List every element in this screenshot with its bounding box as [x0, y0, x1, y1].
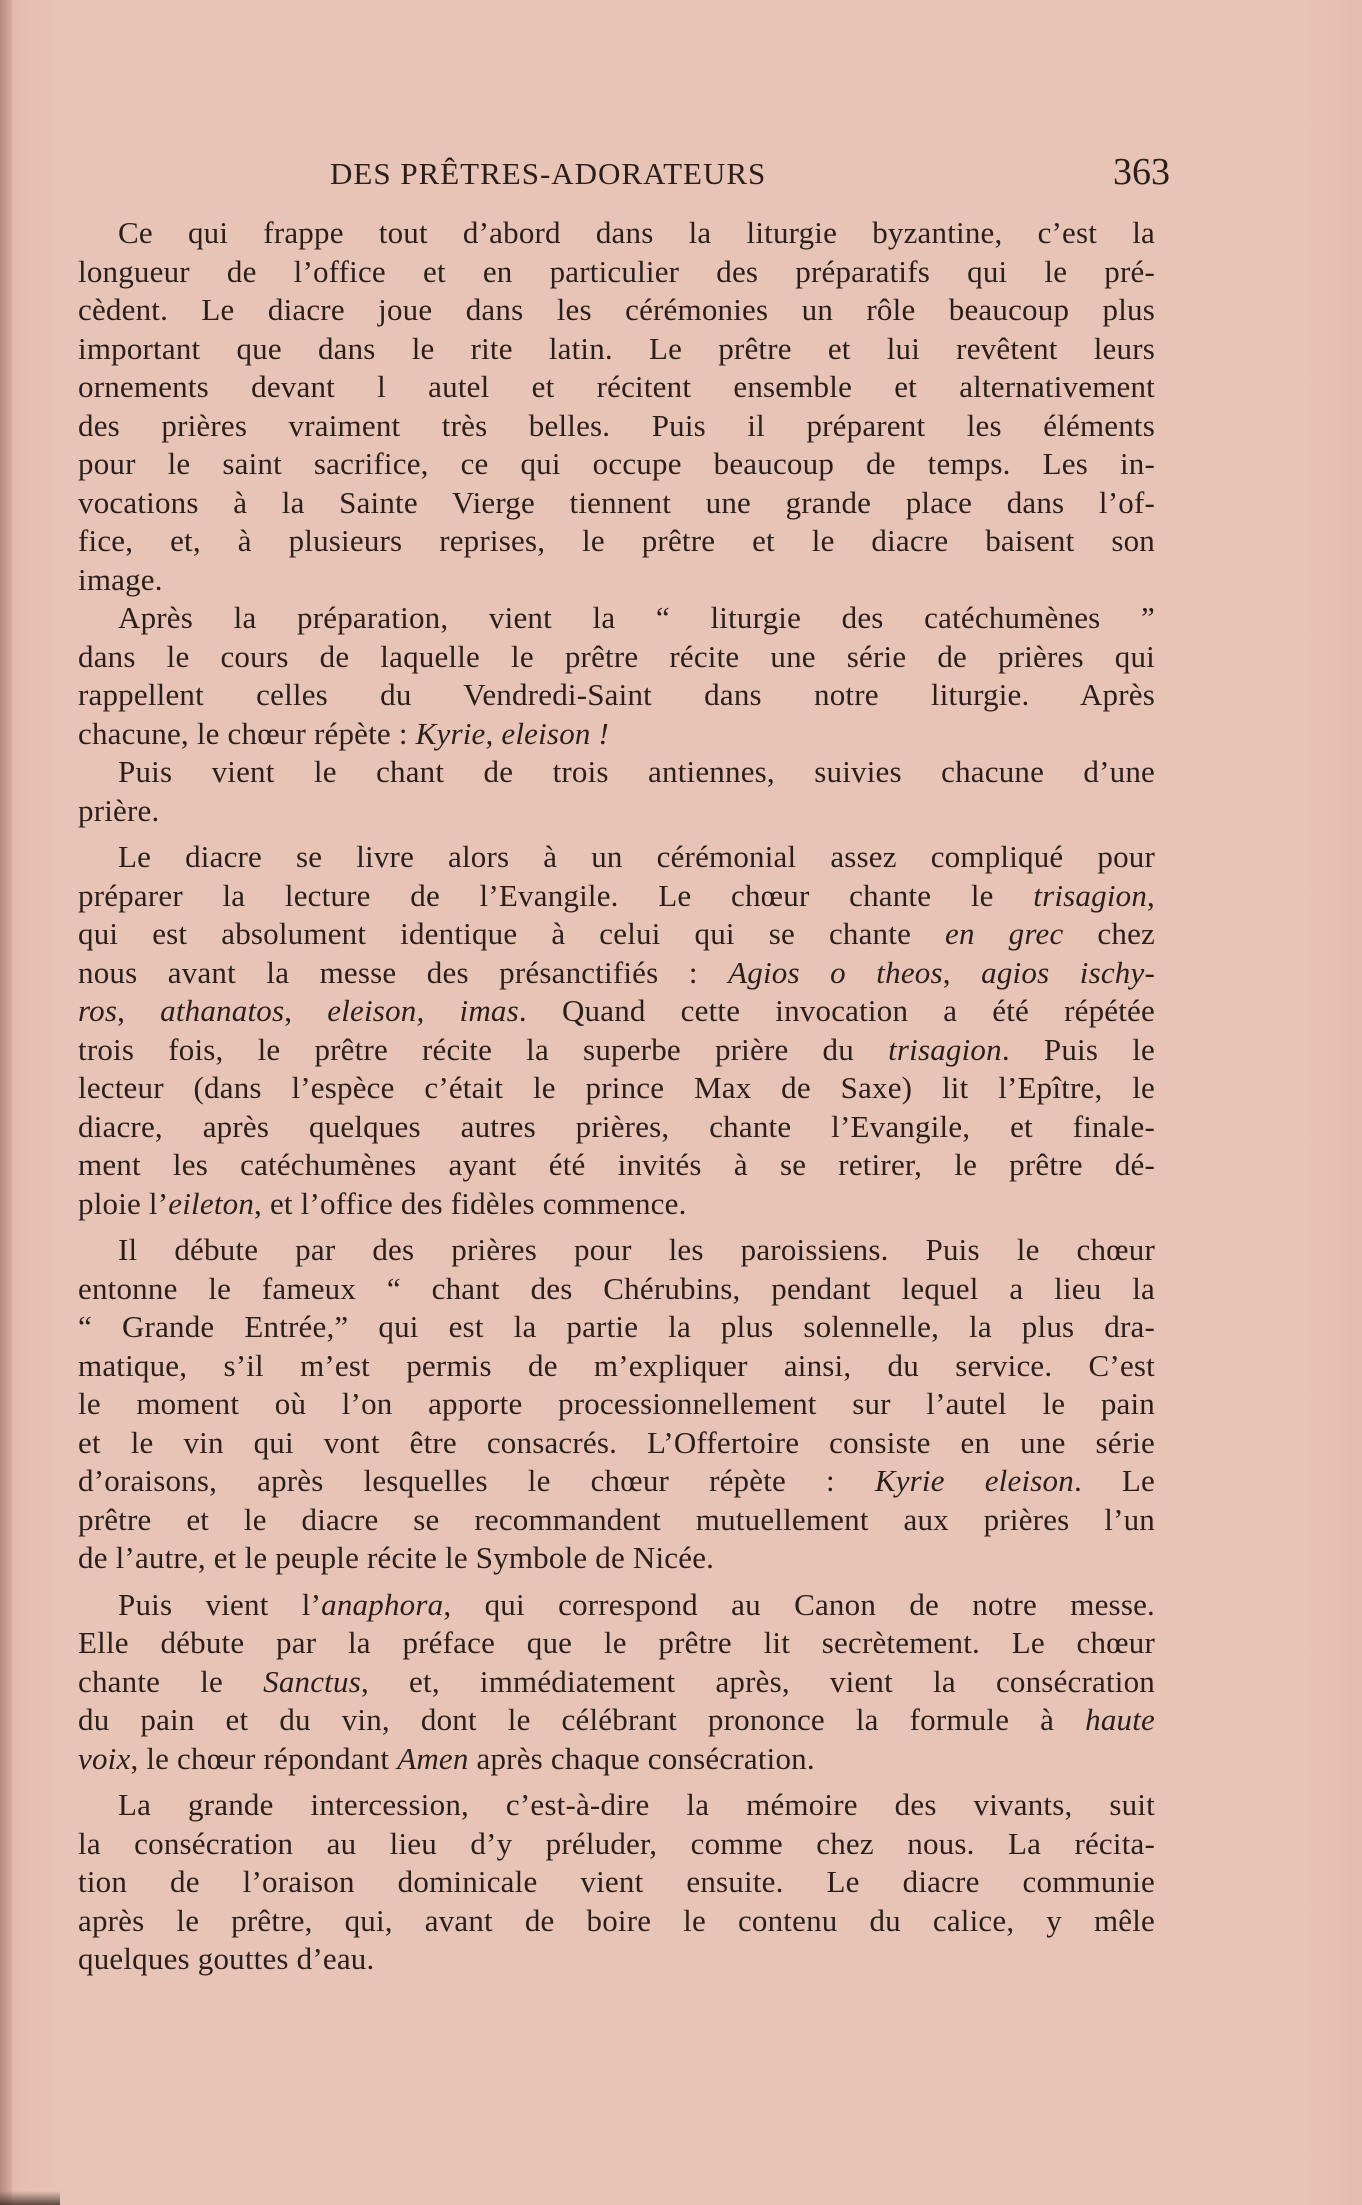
running-title: DES PRÊTRES-ADORATEURS — [330, 156, 767, 191]
text-line: fice, et, à plusieurs reprises, le prêtre et le diacre baisent son — [78, 523, 1155, 558]
paragraph — [78, 838, 1155, 1223]
text-line: dans le cours de laquelle le prêtre récite une série de prières qui — [78, 638, 1155, 674]
paragraph-gap — [78, 1578, 1155, 1586]
paragraph-gap — [78, 830, 1155, 838]
text-line: qui est absolument identique à celui qui se chante en grec chez — [78, 916, 1155, 951]
text-line: après le prêtre, qui, avant de boire le contenu du calice, y mêle — [78, 1902, 1155, 1938]
text-line: des prières vraiment très belles. Puis il préparent les éléments — [78, 407, 1155, 443]
paragraph — [78, 599, 1155, 753]
text-line: prêtre et le diacre se recommandent mutuellement aux prières l’un — [78, 1501, 1155, 1537]
text-line: rappellent celles du Vendredi-Saint dans notre liturgie. Après — [78, 677, 1155, 712]
paragraph — [78, 1231, 1155, 1578]
paragraph — [78, 214, 1155, 599]
paragraph-gap — [78, 1778, 1155, 1786]
page-number: 363 — [1113, 151, 1170, 193]
text-line: entonne le fameux “ chant des Chérubins, pendant lequel a lieu la — [78, 1270, 1155, 1306]
text-line: du pain et du vin, dont le célébrant prononce la formule à haute — [78, 1702, 1155, 1737]
text-line: Puis vient le chant de trois antiennes, suivies chacune d’une — [118, 754, 1155, 789]
paragraph-gap — [78, 1223, 1155, 1231]
page-binding-edge — [0, 0, 12, 2205]
text-line: ploie l’eileton, et l’office des fidèles commence. — [78, 1185, 687, 1221]
text-line: préparer la lecture de l’Evangile. Le chœur chante le trisagion, — [78, 877, 1155, 913]
text-line: d’oraisons, après lesquelles le chœur répète : Kyrie eleison. Le — [78, 1463, 1155, 1498]
text-line: chacune, le chœur répète : Kyrie, eleison ! — [78, 715, 610, 751]
text-line: et le vin qui vont être consacrés. L’Offertoire consiste en une série — [78, 1424, 1155, 1460]
text-line: ment les catéchumènes ayant été invités à se retirer, le prêtre dé- — [78, 1147, 1155, 1182]
text-line: la consécration au lieu d’y préluder, comme chez nous. La récita- — [78, 1825, 1155, 1861]
text-line: trois fois, le prêtre récite la superbe prière du trisagion. Puis le — [78, 1031, 1155, 1067]
text-line: important que dans le rite latin. Le prêtre et lui revêtent leurs — [78, 330, 1155, 366]
text-line: Il débute par des prières pour les paroissiens. Puis le chœur — [118, 1232, 1155, 1267]
running-header — [80, 150, 1170, 200]
paragraph — [78, 1786, 1155, 1979]
text-line: diacre, après quelques autres prières, chante l’Evangile, et finale- — [78, 1108, 1155, 1144]
text-line: prière. — [78, 792, 160, 828]
text-line: Puis vient l’anaphora, qui correspond au Canon de notre messe. — [118, 1586, 1155, 1622]
text-line: cèdent. Le diacre joue dans les cérémonies un rôle beaucoup plus — [78, 292, 1155, 327]
text-line: lecteur (dans l’espèce c’était le prince Max de Saxe) lit l’Epître, le — [78, 1070, 1155, 1105]
text-line: chante le Sanctus, et, immédiatement après, vient la consécration — [78, 1663, 1155, 1699]
text-line: Après la préparation, vient la “ liturgie des catéchumènes ” — [118, 600, 1155, 635]
text-line: voix, le chœur répondant Amen après chaque consécration. — [78, 1740, 815, 1776]
text-line: Ce qui frappe tout d’abord dans la liturgie byzantine, c’est la — [118, 215, 1155, 250]
text-line: quelques gouttes d’eau. — [78, 1941, 375, 1976]
text-line: matique, s’il m’est permis de m’expliquer ainsi, du service. C’est — [78, 1347, 1155, 1383]
text-line: longueur de l’office et en particulier des préparatifs qui le pré- — [78, 253, 1155, 289]
text-line: le moment où l’on apporte processionnellement sur l’autel le pain — [78, 1386, 1155, 1421]
text-line: de l’autre, et le peuple récite le Symbole de Nicée. — [78, 1540, 715, 1575]
paragraph — [78, 1586, 1155, 1779]
text-line: Elle débute par la préface que le prêtre lit secrètement. Le chœur — [78, 1625, 1155, 1660]
text-line: “ Grande Entrée,” qui est la partie la plus solennelle, la plus dra- — [78, 1309, 1155, 1344]
body-text — [78, 214, 1155, 1979]
text-line: Le diacre se livre alors à un cérémonial assez compliqué pour — [118, 839, 1155, 874]
paragraph — [78, 753, 1155, 830]
page-corner-shadow — [0, 2191, 60, 2205]
text-line: La grande intercession, c’est-à-dire la mémoire des vivants, suit — [118, 1787, 1155, 1822]
text-line: nous avant la messe des présanctifiés : Agios o theos, agios ischy- — [78, 954, 1155, 990]
text-line: vocations à la Sainte Vierge tiennent une grande place dans l’of- — [78, 484, 1155, 520]
text-line: tion de l’oraison dominicale vient ensuite. Le diacre communie — [78, 1864, 1155, 1899]
text-line: ornements devant l autel et récitent ensemble et alternativement — [78, 369, 1155, 404]
text-line: image. — [78, 561, 163, 597]
text-line: pour le saint sacrifice, ce qui occupe beaucoup de temps. Les in- — [78, 446, 1155, 481]
text-line: ros, athanatos, eleison, imas. Quand cette invocation a été répétée — [78, 993, 1155, 1028]
